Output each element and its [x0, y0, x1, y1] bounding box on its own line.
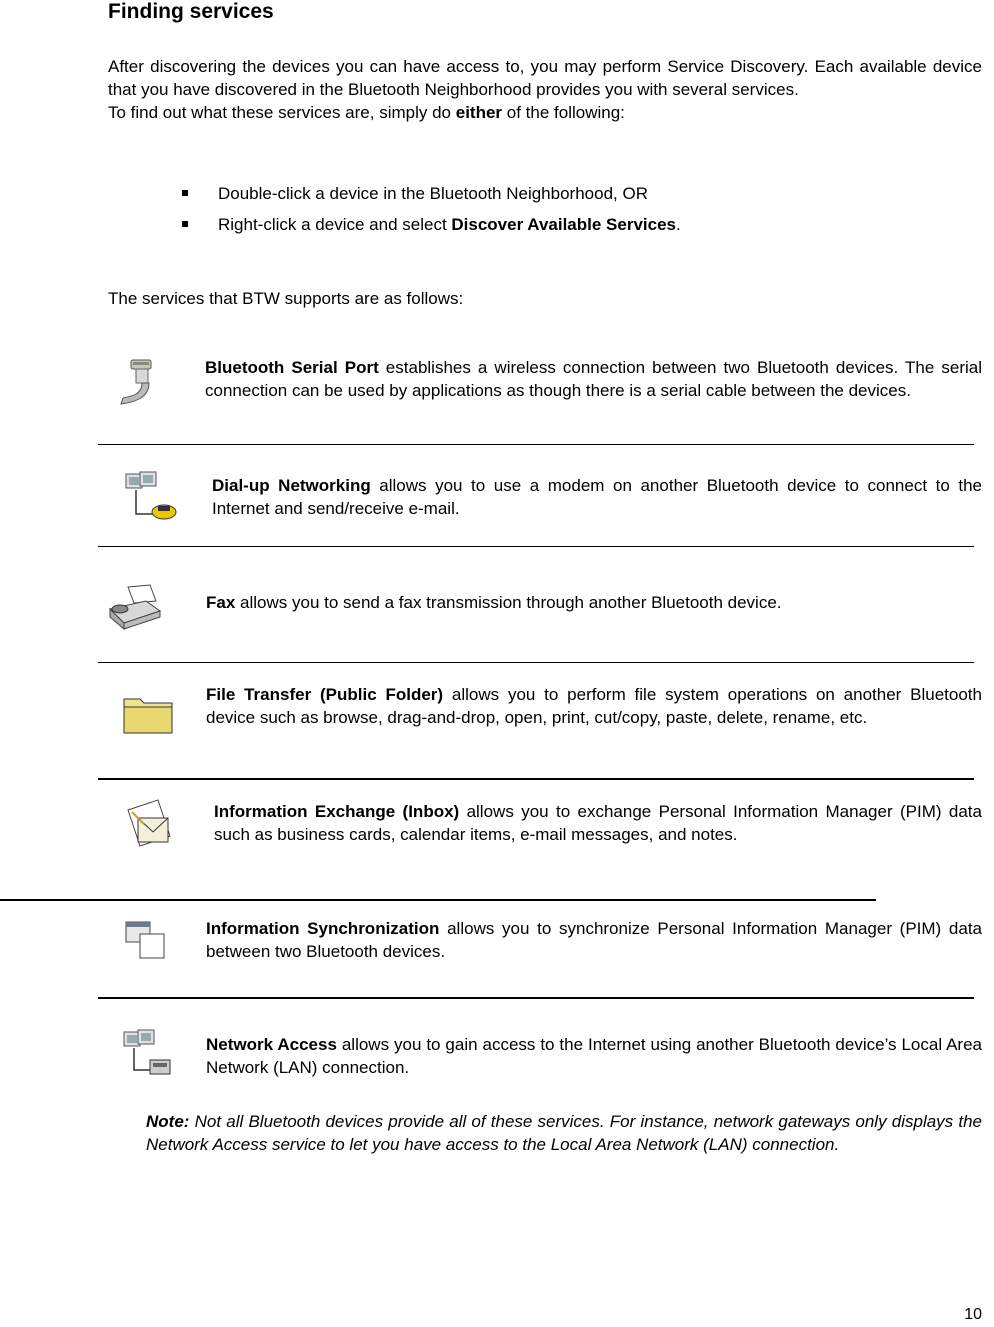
service-desc: allows you to gain access to the Internet using another Bluetooth device’s Local Area Network (LAN) connection.	[206, 1035, 982, 1077]
service-desc: allows you to use a modem on another Bluetooth device to connect to the Internet and send/receive e-mail.	[212, 476, 982, 518]
page-title: Finding services	[108, 0, 274, 23]
service-desc: allows you to perform file system operations on another Bluetooth device such as browse, drag-and-drop, open, print, cut/copy, paste, delete, rename, etc.	[206, 685, 982, 727]
note-text: Not all Bluetooth devices provide all of these services. For instance, network gateways only displays the Network Access service to let you have access to the Local Area Network (LAN) connection.	[146, 1112, 982, 1154]
note	[146, 1110, 982, 1156]
service-name: Dial-up Networking	[212, 476, 371, 495]
bullet-list	[180, 178, 681, 240]
service-dial-up	[212, 474, 982, 520]
bullet-text: Right-click a device and select	[218, 215, 452, 234]
service-name: Information Exchange (Inbox)	[214, 802, 460, 821]
bullet-text: .	[676, 215, 681, 234]
service-desc: allows you to exchange Personal Information Manager (PIM) data such as business cards, calendar items, e-mail messages, and notes.	[214, 802, 982, 844]
list-item	[180, 178, 681, 209]
page-number: 10	[964, 1306, 982, 1323]
folder-icon	[122, 693, 176, 740]
service-name: Fax	[206, 593, 236, 612]
service-desc: allows you to send a fax transmission through another Bluetooth device.	[235, 593, 782, 612]
bullet-text: Double-click a device in the Bluetooth Neighborhood, OR	[218, 184, 648, 203]
service-name: Network Access	[206, 1035, 337, 1054]
divider	[98, 444, 974, 445]
service-name: File Transfer (Public Folder)	[206, 685, 444, 704]
divider	[98, 546, 974, 547]
divider	[0, 899, 876, 901]
divider	[98, 778, 974, 780]
service-network-access	[206, 1033, 982, 1079]
envelope-icon	[124, 796, 178, 855]
sync-icon	[124, 918, 168, 967]
service-name: Information Synchronization	[206, 919, 440, 938]
intro-text: After discovering the devices you can have access to, you may perform Service Discovery. Each available device that you have discovered in the Bluetooth Neighborhood provides you with several services.	[108, 57, 982, 99]
intro-bold: either	[455, 103, 503, 122]
intro-text-2: To find out what these services are, simply do	[108, 103, 456, 122]
service-desc: establishes a wireless connection between two Bluetooth devices. The serial connection can be used by applications as though there is a serial cable between the devices.	[205, 358, 982, 400]
service-info-sync	[206, 917, 982, 963]
services-intro: The services that BTW supports are as follows:	[108, 289, 464, 308]
serial-port-icon	[115, 358, 159, 413]
bullet-bold: Discover Available Services	[451, 215, 676, 234]
note-label: Note:	[146, 1112, 190, 1131]
intro-text-3: of the following:	[502, 103, 625, 122]
service-name: Bluetooth Serial Port	[205, 358, 379, 377]
network-access-icon	[120, 1028, 176, 1085]
service-fax	[206, 591, 982, 614]
service-serial-port	[205, 356, 982, 402]
service-desc: allows you to synchronize Personal Information Manager (PIM) data between two Bluetooth devices.	[206, 919, 982, 961]
dial-up-networking-icon	[122, 470, 178, 529]
service-file-transfer	[206, 683, 982, 729]
fax-icon	[106, 583, 164, 638]
list-item	[180, 209, 681, 240]
intro-paragraph	[108, 55, 982, 124]
service-info-exchange	[214, 800, 982, 846]
divider	[98, 997, 974, 999]
divider	[98, 662, 974, 663]
